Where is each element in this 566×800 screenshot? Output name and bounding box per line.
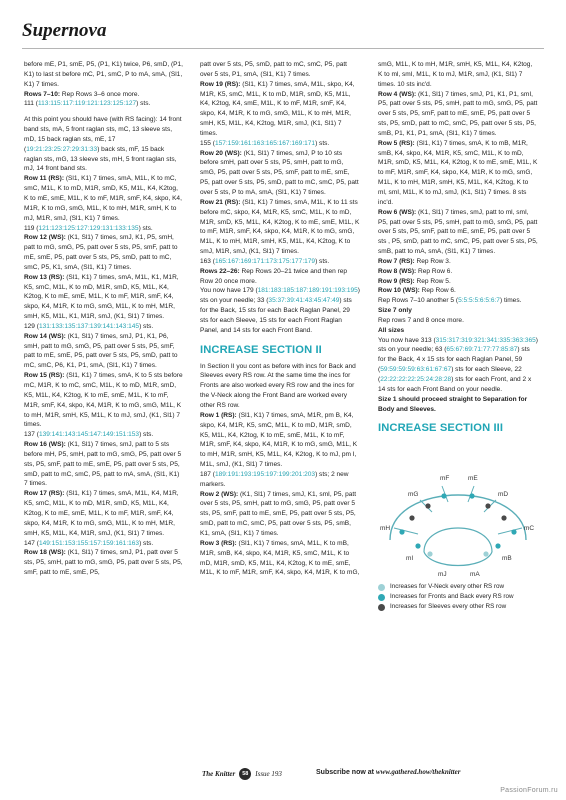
stitch-count: 163 (165:167:169:171:173:175:177:179) sts. [200, 257, 330, 265]
marker-line-mC [498, 528, 522, 534]
marker-label-mJ: mJ [438, 571, 447, 579]
row-instruction: Row 8 (WS): Rep Row 6. [378, 267, 453, 275]
column-2 [200, 60, 360, 578]
row-instruction: Row 13 (RS): (Sl1, K1) 7 times, smA, M1L, K1, M1R, K5, smC, M1L, K to mD, M1R, smD, K5, M1L, K4, K2tog, K to mE, smE, M1L, K to mF, M1R, smF, K4, skpo, K4, M1R, K to mG, smG, M1L, K to mH, M1R, smH, K5, M1L, K1, M1R, smJ, (K1, Sl1) 7 times. [24, 273, 179, 321]
sleeve-increase-dot [409, 516, 414, 521]
paragraph: Rows 7–10: Rep Rows 3–6 once more. [24, 90, 140, 98]
legend-label: Increases for Fronts and Back every RS row [390, 593, 514, 601]
front-back-increase-dots [399, 494, 516, 549]
stitch-count: 129 (131:133:135:137:139:141:143:145) sts. [24, 322, 154, 330]
row-instruction: Row 9 (RS): Rep Row 5. [378, 277, 451, 285]
row-instruction: Row 21 (RS): (Sl1, K1) 7 times, smA, M1L, K to 11 sts before mC, skpo, K4, M1R, K5, smC, M1L, K to mD, M1R, smD, K5, M1L, K4, K2tog, K to mE, smE, M1L, K to mF, M1R, smF, K4, skpo, K4, M1R, K to mG, smG, M1L, K to mH, M1R, smH, K5, M1L, K4, K2tog, K to smJ, M1R, smJ, (K1, Sl1) 7 times. [200, 198, 360, 256]
front-back-increase-dot [495, 544, 500, 549]
paragraph: At this point you should have (with RS facing): 14 front band sts, mA, 5 front raglan sts, mC, 13 sleeve sts, mD, 15 back raglan sts, mE, 17 (19:21:23:25:27:29:31:33) back sts, mF, 15 back raglan sts, mG, 13 sleeve sts, mH, 5 front raglan sts, mJ, 14 front band sts. [24, 116, 182, 173]
vneck-increase-dot [427, 552, 432, 557]
watermark: PassionForum.ru [500, 787, 558, 794]
footer-issue: Issue 193 [255, 770, 282, 778]
legend-item-vneck [378, 582, 538, 592]
row-instruction: Row 19 (RS): (Sl1, K1) 7 times, smA, M1L, skpo, K4, M1R, K5, smC, M1L, K to mD, M1R, smD, K5, M1L, K4, K2tog, K4, smE, M1L, K to mF, M1R, smF, K4, skpo, K4, M1R, K to mG, smG, M1L, K to mH, M1R, smH, K5, M1L, K4, K2tog, M1R, smJ, (K1, Sl1) 7 times. [200, 80, 355, 137]
legend-swatch [378, 594, 385, 601]
title-rule [22, 48, 544, 49]
paragraph: You now have 179 (181:183:185:187:189:191:193:195) sts on your needle; 33 (35:37:39:41:43:45:47:49) sts for the Back, 15 sts for each Back Raglan Panel, 29 sts for each Sleeve, 15 sts for each Front Raglan Panel, and 14 sts for each Front Band. [200, 287, 360, 334]
front-back-increase-dot [469, 494, 474, 499]
marker-label-mA: mA [470, 571, 480, 579]
front-back-increase-dot [511, 530, 516, 535]
yoke-diagram [378, 440, 538, 580]
sleeve-increase-dot [501, 516, 506, 521]
footer-url-link[interactable]: www.gathered.how/theknitter [375, 768, 461, 776]
diagram-legend [378, 582, 538, 612]
legend-label: Increases for V-Neck every other RS row [390, 583, 505, 591]
marker-label-mF: mF [440, 475, 450, 483]
marker-label-mE: mE [468, 475, 478, 483]
sleeve-increase-dot [425, 504, 430, 509]
row-instruction: Rows 22–26: Rep Rows 20–21 twice and then rep Row 20 once more. [200, 267, 348, 285]
row-instruction: Row 20 (WS): (K1, Sl1) 7 times, smJ, P to 10 sts before smH, patt over 5 sts, P5, smH, patt to mG, smG, P5, patt over 5 sts, P5, smF, patt to mE, smE, P5, patt over 5 sts, P5, smD, patt to mC, smC, P5, patt over 5 sts, P to mA, smA, (Sl1, K1) 7 times. [200, 149, 359, 196]
row-instruction: Row 14 (WS): (K1, Sl1) 7 times, smJ, P1, K1, P6, smH, patt to mG, smG, P5, patt over 5 sts, P5, smF, patt to mE, smE, P5, patt over 5 sts, P5, smD, patt to mC, smC, P6, K1, P1, smA, (Sl1, K1) 7 times. [24, 332, 178, 370]
page-title: Supernova [22, 20, 107, 41]
marker-line-mH [394, 528, 418, 534]
size-7-text: Rep rows 7 and 8 once more. [378, 316, 464, 324]
marker-label-mC: mC [524, 525, 535, 533]
footer-subscribe [316, 768, 460, 776]
stitch-count: 111 (113:115:117:119:121:123:125:127) sts. [24, 100, 151, 108]
row-instruction: Row 4 (WS): (K1, Sl1) 7 times, smJ, P1, K1, P1, smI, P5, patt over 5 sts, P5, smH, patt to mG, smG, P5, patt over 5 sts, P5, smF, patt to mE, smE, P5, patt over 5 sts, P5, smD, patt to mC, smC, P5, patt over 5 sts, P5, smB, P1, K1, P1, smA, (Sl1, K1) 7 times. [378, 90, 538, 137]
footer-magazine-name: The Knitter [202, 770, 236, 778]
row-instruction: Row 12 (WS): (K1, Sl1) 7 times, smJ, K1, P5, smH, patt to mG, smG, P5, patt over 5 sts, P5, smF, patt to mE, smE, P5, patt over 5 sts, P5, smD, patt to mC, smC, P5, K1, smA, (Sl1, K1) 7 times. [24, 234, 178, 271]
row-instruction: Row 7 (RS): Rep Row 3. [378, 257, 451, 265]
stitch-count: 155 (157:159:161:163:165:167:169:171) sts. [200, 139, 330, 147]
footer-subscribe-text: Subscribe now at [316, 769, 376, 776]
marker-label-mB: mB [502, 555, 512, 563]
front-band-arc [424, 552, 492, 566]
page-footer [0, 764, 566, 782]
row-instruction: Row 6 (WS): (K1, Sl1) 7 times, smJ, patt to ml, smI, P5, patt over 5 sts, P5, smH, patt to mG, smG, P5, patt over 5 sts, P5, smF, patt to mE, smE, P5, patt over 5 sts , P5, smD, patt to mC, smC, P5, patt over 5 sts, P5, smB, patt to mA, smA, (Sl1, K1) 7 times. [378, 208, 538, 256]
front-back-increase-dot [441, 494, 446, 499]
paragraph: smG, M1L, K to mH, M1R, smH, K5, M1L, K4, K2tog, K to ml, smI, M1L, K to mJ, M1R, smJ, (K1, Sl1) 7 times. 10 sts inc'd. [378, 61, 533, 88]
row-instruction: Row 2 (WS): (K1, Sl1) 7 times, smJ, K1, smI, P5, patt over 5 sts, P5, smH, patt to mG, smG, P5, patt over 5 sts, P5, smF, patt to mE, smE, P5, patt over 5 sts, P5, smD, patt to mC, smC, P5, patt over 5 sts, P5, smB, K1, smA, (Sl1, K1) 7 times. [200, 490, 357, 537]
page-number-badge: 58 [239, 768, 251, 780]
section-heading-increase-3: INCREASE SECTION III [378, 422, 504, 435]
footer-magazine-info [202, 768, 282, 780]
all-sizes-heading: All sizes [378, 326, 405, 334]
legend-swatch [378, 604, 385, 611]
paragraph: Rep Rows 7–10 another 5 (5:5:5:5:6:5:6:7) times. [378, 297, 522, 305]
row-instruction: Row 11 (RS): (Sl1, K1) 7 times, smA, M1L, K to mC, smC, M1L, K to mD, M1R, smD, K5, M1L, K4, K2tog, K to mE, smE, M1L, K to mF, M1R, smF, K4, skpo, K4, M1R, K to mG, smG, M1L, K to mH, M1R, smH, K to mJ, M1R, smJ, (Sl1, K1) 7 times. [24, 175, 182, 222]
size-1-note: Size 1 should proceed straight to Separation for Body and Sleeves. [378, 395, 528, 413]
vneck-increase-dots [427, 552, 488, 557]
legend-item-sleeves [378, 602, 538, 612]
row-instruction: Row 1 (RS): (Sl1, K1) 7 times, smA, M1R, pm B, K4, skpo, K4, M1R, K5, smC, M1L, K to mD, M1R, smD, K5, M1L, K4, K2tog, K to mE, smE, M1L, K to mF, M1R, smF, K4, skpo, K4, M1R, K to mG, smG, M1L, K to mH, M1R, smH, K5, M1L, K4, K2tog, K to mJ, pm I, M1L, smJ, (K1, Sl1) 7 times. [200, 411, 358, 469]
section-intro: In Section II you cont as before with incs for Back and Sleeves every RS row. At the same time the incs for Fronts are also worked every RS row and the incs for the V-Neck along the Front Band are worked every other RS row. [200, 362, 356, 409]
row-instruction: Row 5 (RS): (Sl1, K1) 7 times, smA, K to mB, M1R, smB, K4, skpo, K4, M1R, K5, smC, M1L, K to mD, M1R, smD, K5, M1L, K4, K2tog, K to mE, smE, M1L, K to mF, M1R, smF, K4, skpo, K4, M1R, K to mG, smG, M1L, K to mH, M1R, smH, K5, M1L, K4, K2tog, K to ml, smI, M1L, K to mJ, smJ, (K1, Sl1) 7 times. 8 sts inc'd. [378, 139, 538, 206]
paragraph: before mE, P1, smE, P5, (P1, K1) twice, P6, smD, (P1, K1) to last st before mC, P1, smC, P to mA, smA, (Sl1, K1) 7 times. [24, 61, 183, 88]
legend-swatch [378, 584, 385, 591]
row-instruction: Row 18 (WS): (K1, Sl1) 7 times, smJ, P1, patt over 5 sts, P5, smH, patt to mG, smG, P5, patt over 5 sts, P5, smF, patt to mE, smE, P5, [24, 549, 183, 577]
front-back-increase-dot [415, 544, 420, 549]
sleeve-increase-dot [485, 504, 490, 509]
vneck-increase-dot [483, 552, 488, 557]
column-3 [378, 60, 538, 612]
stitch-count: 187 (189:191:193:195:197:199:201:203) sts; 2 new markers. [200, 470, 349, 488]
legend-label: Increases for Sleeves every other RS row [390, 603, 507, 611]
paragraph: patt over 5 sts, P5, smD, patt to mC, smC, P5, patt over 5 sts, P1, smA, (Sl1, K1) 7 times. [200, 61, 347, 78]
row-instruction: Row 16 (WS): (K1, Sl1) 7 times, smJ, patt to 5 sts before mH, P5, smH, patt to mG, smG, P5, patt over 5 sts, P5, smF, patt to mE, smE, P5, patt over 5 sts, P5, smD, patt to mC, smC, P5, patt to mA, smA, (Sl1, K1) 7 times. [24, 441, 182, 488]
row-instruction: Row 10 (WS): Rep Row 6. [378, 287, 456, 295]
all-sizes-text: You now have 313 (315:317:319:321:341:335:363:365) sts on your needle; 63 (65:67:69:71:77:77:85:87) sts for the Back, 4 x 15 sts for each Raglan Panel, 59 (59:59:59:59:63:61:67:67) sts for each Sleeve, 22 (22:22:22:22:25:24:28:28) sts for each Front, and 2 x 14 sts for each Front Band on your needle. [378, 336, 538, 393]
stitch-count: 137 (139:141:143:145:147:149:151:153) sts. [24, 431, 154, 439]
marker-label-mH: mH [380, 525, 391, 533]
marker-label-mG: mG [408, 491, 419, 499]
legend-item-fronts [378, 592, 538, 602]
column-1 [24, 60, 184, 578]
stitch-count: 147 (149:151:153:155:157:159:161:163) sts. [24, 539, 154, 547]
front-back-increase-dot [399, 530, 404, 535]
row-instruction: Row 17 (RS): (Sl1, K1) 7 times, smA, M1L, K4, M1R, K5, smC, M1L, K to mD, M1R, smD, K5, M1L, K4, K2tog, K to mE, smE, M1L, K to mF, M1R, smF, K4, skpo, K4, M1R, K to mG, smG, M1L, K to mH, M1R, smH, K5, M1L, K4, M1R, smJ, (K1, Sl1) 7 times. [24, 490, 179, 537]
section-heading-increase-2: INCREASE SECTION II [200, 343, 322, 356]
sleeve-increase-dots [409, 504, 506, 521]
marker-label-mD: mD [498, 491, 509, 499]
yoke-inner-outline [424, 528, 492, 552]
size-7-heading: Size 7 only [378, 307, 412, 315]
stitch-count: 119 (121:123:125:127:129:131:133:135) sts. [24, 224, 153, 232]
row-instruction: Row 3 (RS): (Sl1, K1) 7 times, smA, M1L, K to mB, M1R, smB, K4, skpo, K4, M1R, K5, smC, M1L, K to mD, M1R, smD, K5, M1L, K4, K2tog, K to mE, smE, M1L, K to mF, M1R, smF, K4, skpo, K4, M1R, K to mG, [200, 539, 360, 577]
marker-label-mI: mI [406, 555, 414, 563]
row-instruction: Row 15 (RS): (Sl1, K1) 7 times, smA, K to 5 sts before mC, M1R, K to mC, smC, M1L, K to mD, M1R, smD, K5, M1L, K4, K2tog, K to mE, smE, M1L, K to mF, M1R, smF, K4, skpo, K4, M1R, K to mG, smG, M1L, K to mH, M1R, smH, K5, M1L, K to mJ, smJ, (K1, Sl1) 7 times. [24, 372, 183, 429]
